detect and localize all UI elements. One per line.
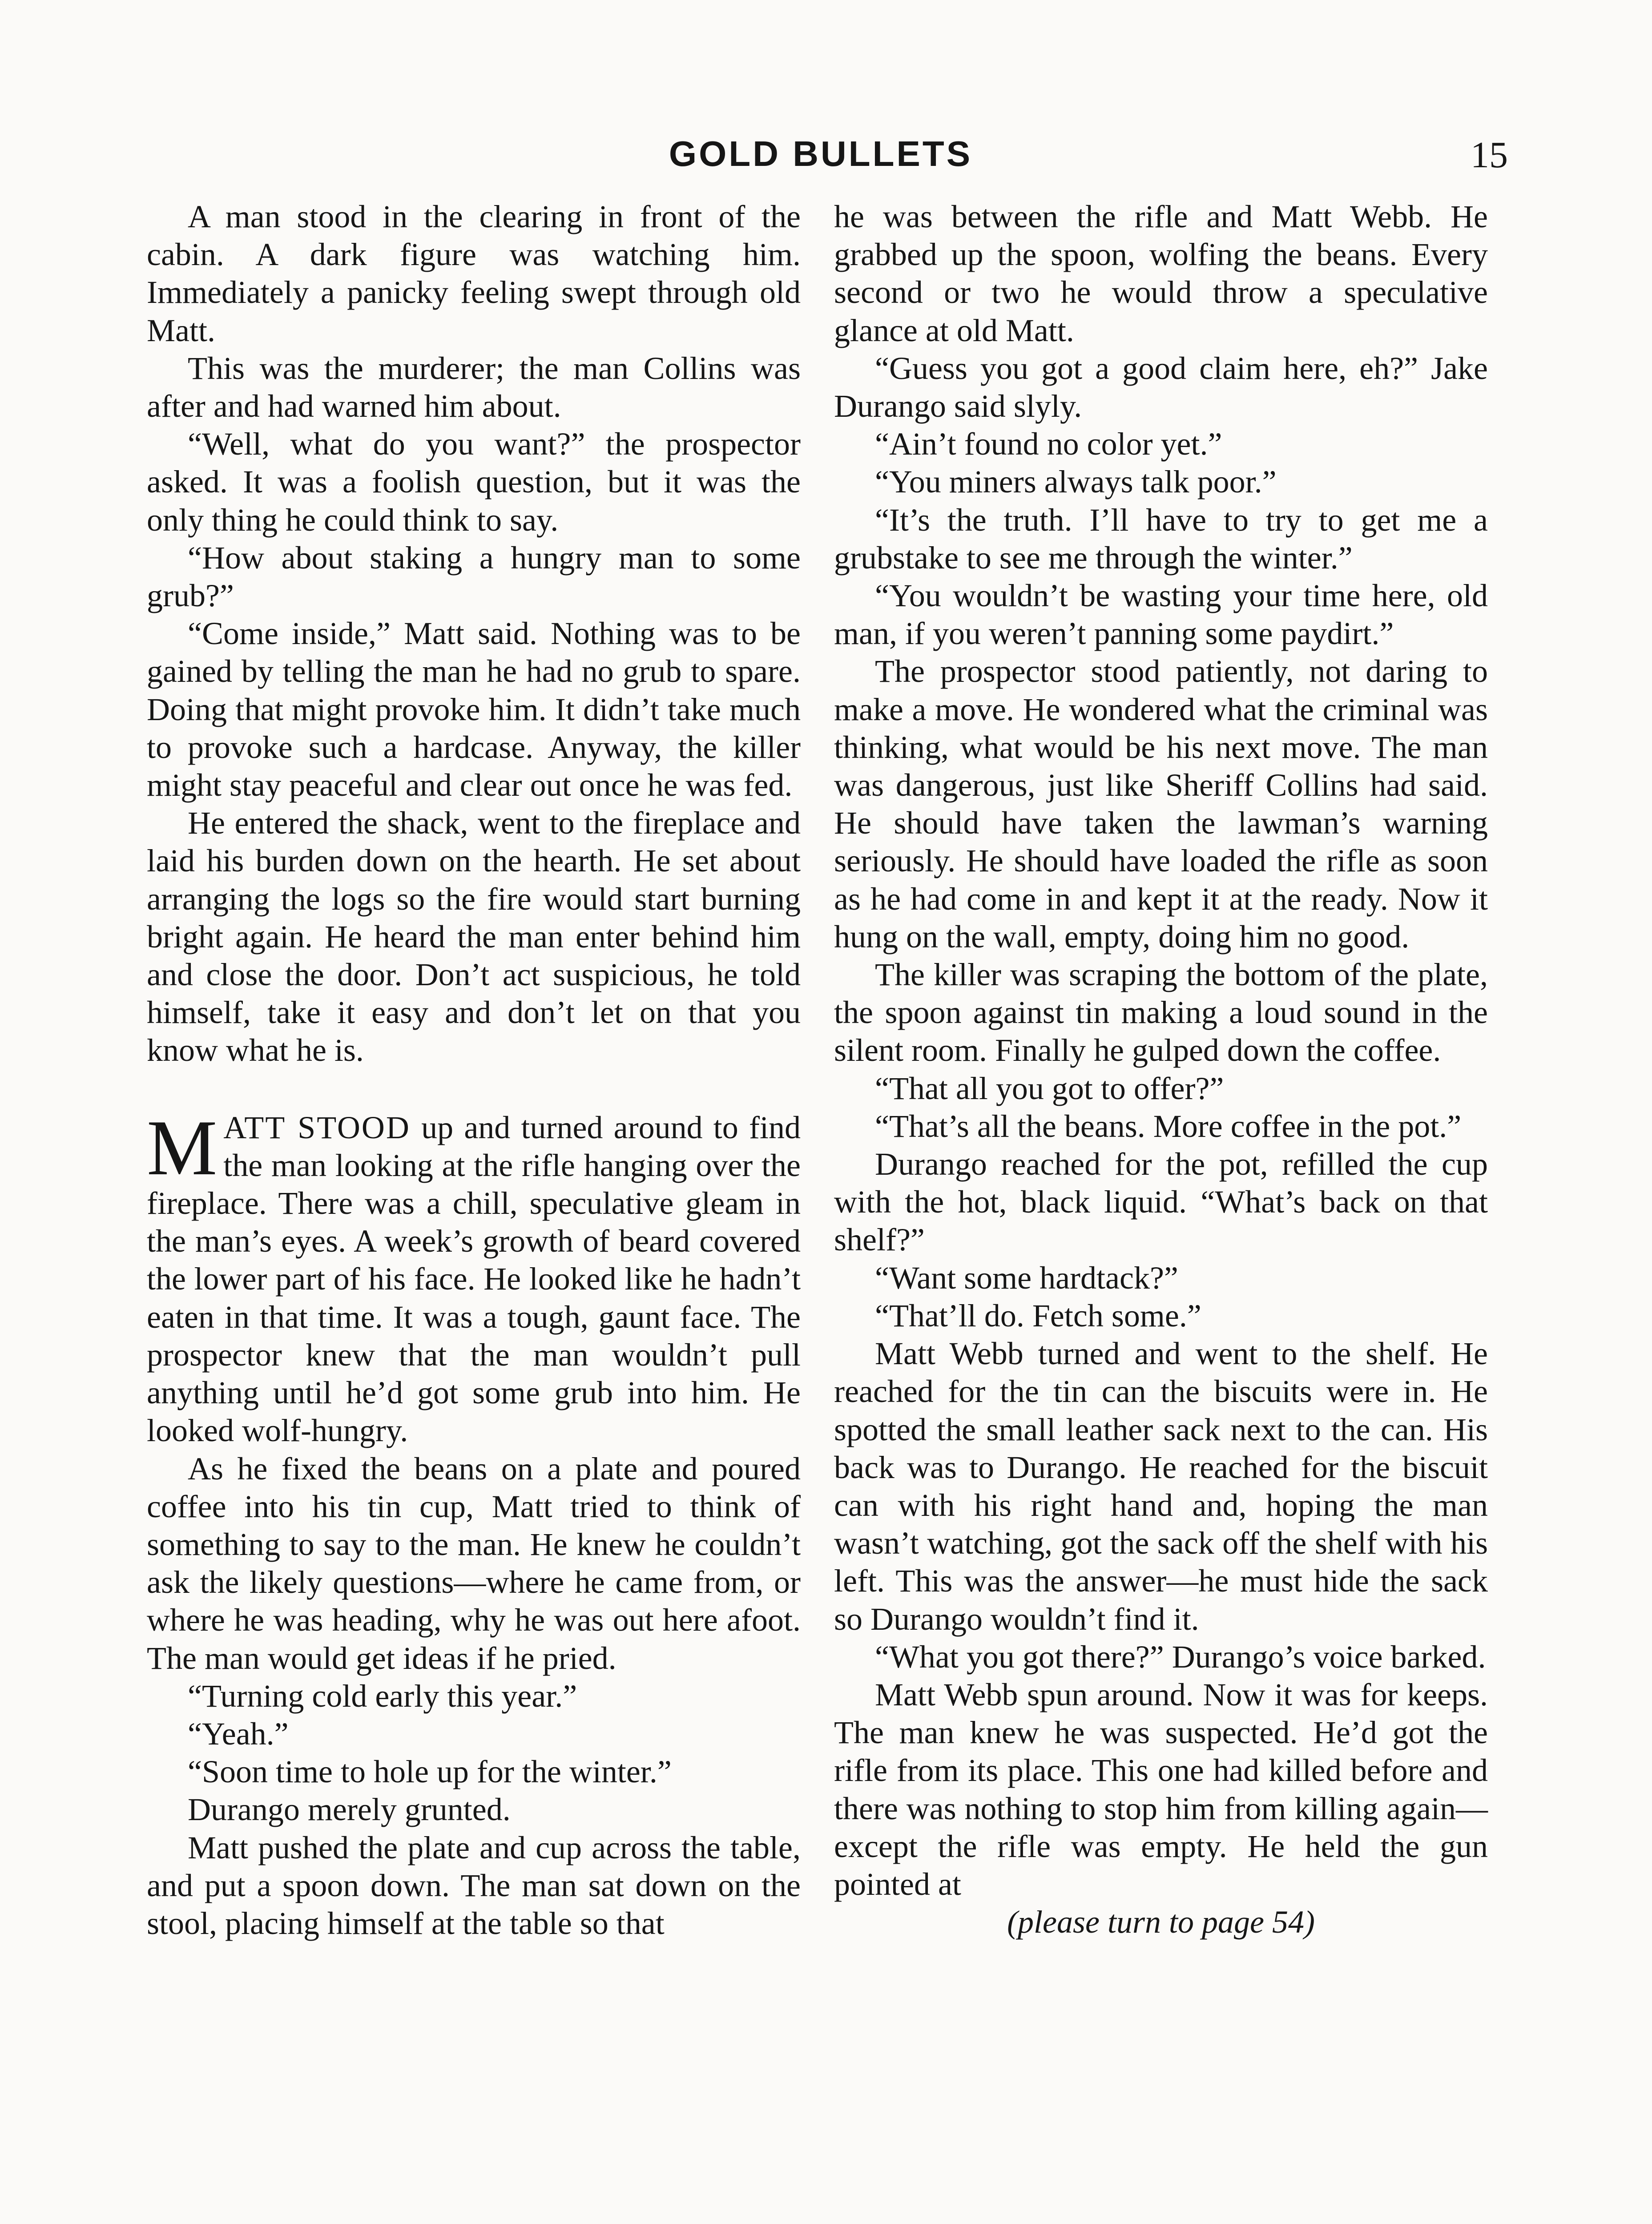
continued-notice: (please turn to page 54) xyxy=(1007,1904,1315,1940)
paragraph: “Ain’t found no color yet.” xyxy=(875,426,1222,462)
paragraph: “Come inside,” Matt said. Nothing was to be gained by telling the man he had no grub to spare. Doing that might provoke him. It didn’t take much to provoke such a hardcase. Anyway, the killer might stay peaceful and clear out once he was fed. xyxy=(147,616,801,803)
paragraph: The killer was scraping the bottom of the plate, the spoon against tin making a loud sound in the silent room. Finally he gulped down the coffee. xyxy=(834,957,1488,1068)
paragraph: “That’ll do. Fetch some.” xyxy=(875,1297,1201,1334)
paragraph: Matt Webb turned and went to the shelf. He reached for the tin can the biscuits were in. He spotted the small leather sack next to the can. His back was to Durango. He reached for the biscuit can with his right hand and, hoping the man wasn’t watching, got the sack off the shelf with his left. This was the answer—he must hide the sack so Durango wouldn’t find it. xyxy=(834,1336,1488,1637)
paragraph: Matt pushed the plate and cup across the table, and put a spoon down. The man sat down on the stool, placing himself at the table so that xyxy=(147,1829,801,1941)
paragraph: As he fixed the beans on a plate and poured coffee into his tin cup, Matt tried to think of something to say to the man. He knew he couldn’t ask the likely questions—where he came from, or where he was heading, why he was out here afoot. The man would get ideas if he pried. xyxy=(147,1450,801,1676)
paragraph: The prospector stood patiently, not daring to make a move. He wondered what the criminal was thinking, what would be his next move. The man was dangerous, just like Sheriff Collins had said. He should have taken the lawman’s warning seriously. He should have loaded the rifle as soon as he had come in and kept it at the ready. Now it hung on the wall, empty, doing him no good. xyxy=(834,653,1488,955)
paragraph: “How about staking a hungry man to some grub?” xyxy=(147,540,801,614)
drop-cap: M xyxy=(147,1103,218,1192)
paragraph: “You miners always talk poor.” xyxy=(875,464,1277,500)
paragraph: “You wouldn’t be wasting your time here, old man, if you weren’t panning some paydirt.” xyxy=(834,578,1488,652)
paragraph: Durango merely grunted. xyxy=(188,1792,511,1828)
paragraph: “It’s the truth. I’ll have to try to get me a grubstake to see me through the winter.” xyxy=(834,502,1488,576)
paragraph-text: up and turned around to find the man looking at the rifle hanging over the fireplace. There was a chill, speculative gleam in the man’s eyes. A week’s growth of beard covered the lower part of his face. He looked like he hadn’t eaten in that time. It was a tough, gaunt face. The prospector knew that the man wouldn’t pull anything until he’d got some grub into him. He looked wolf-hungry. xyxy=(147,1109,801,1449)
paragraph: A man stood in the clearing in front of the cabin. A dark figure was watching him. Immediately a panicky feeling swept through old Matt. xyxy=(147,199,801,348)
paragraph: “Guess you got a good claim here, eh?” Jake Durango said slyly. xyxy=(834,350,1488,424)
paragraph: He entered the shack, went to the fireplace and laid his burden down on the hearth. He set about arranging the logs so the fire would start burning bright again. He heard the man enter behind him and close the door. Don’t act suspicious, he told himself, take it easy and don’t let on that you know what he is. xyxy=(147,805,801,1068)
paragraph: “Soon time to hole up for the winter.” xyxy=(188,1754,672,1790)
paragraph-continuation: he was between the rifle and Matt Webb. He grabbed up the spoon, wolfing the beans. Every second or two he would throw a speculative glance at old Matt. xyxy=(834,199,1488,348)
paragraph: Durango reached for the pot, refilled the cup with the hot, black liquid. “What’s back on that shelf?” xyxy=(834,1146,1488,1258)
paragraph: “Yeah.” xyxy=(188,1716,289,1752)
page-header xyxy=(147,133,1508,182)
small-caps-lead: ATT STOOD xyxy=(223,1109,411,1145)
paragraph: “That’s all the beans. More coffee in the pot.” xyxy=(875,1108,1462,1144)
left-column xyxy=(147,198,801,1942)
paragraph: “What you got there?” Durango’s voice barked. xyxy=(875,1639,1486,1675)
paragraph: Matt Webb spun around. Now it was for keeps. The man knew he was suspected. He’d got the rifle from its place. This one had killed before and there was nothing to stop him from killing again—except the rifle was empty. He held the gun pointed at xyxy=(834,1676,1488,1902)
paragraph: This was the murderer; the man Collins was after and had warned him about. xyxy=(147,350,801,424)
page-number: 15 xyxy=(1471,134,1508,176)
right-column xyxy=(834,198,1488,1941)
paragraph: “That all you got to offer?” xyxy=(875,1070,1224,1106)
running-title: GOLD BULLETS xyxy=(669,134,973,173)
paragraph: “Want some hardtack?” xyxy=(875,1260,1178,1296)
paragraph: “Well, what do you want?” the prospector asked. It was a foolish question, but it was the only thing he could think to say. xyxy=(147,426,801,538)
paragraph: “Turning cold early this year.” xyxy=(188,1678,577,1714)
section-opening-paragraph xyxy=(147,1103,801,1450)
